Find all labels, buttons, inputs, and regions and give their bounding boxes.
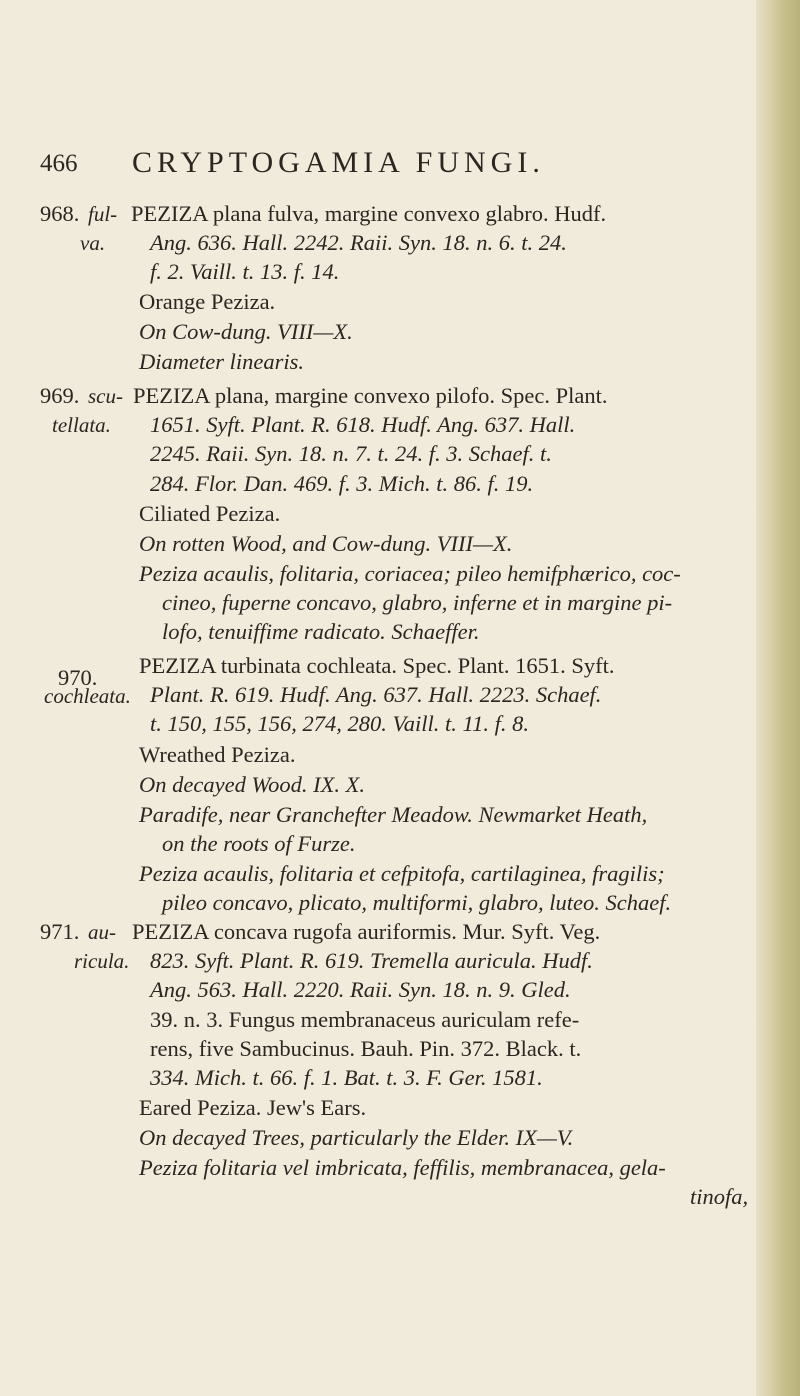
- entry-line: 39. n. 3. Fungus membranaceus auriculam refe-: [150, 1007, 580, 1032]
- entry-line: On decayed Wood. IX. X.: [139, 772, 365, 797]
- entry-line: Ang. 563. Hall. 2220. Raii. Syn. 18. n. 9. Gled.: [150, 977, 571, 1002]
- entry-line: On decayed Trees, particularly the Elder. IX—V.: [139, 1125, 574, 1150]
- entry-line: 284. Flor. Dan. 469. f. 3. Mich. t. 86. f. 19.: [150, 471, 534, 496]
- entry-number: 969.: [40, 383, 80, 408]
- running-title: CRYPTOGAMIA FUNGI.: [132, 146, 545, 179]
- page-edge: [756, 0, 800, 1396]
- entry-line: Ang. 636. Hall. 2242. Raii. Syn. 18. n. 6. t. 24.: [150, 230, 567, 255]
- entry-line: Peziza folitaria vel imbricata, feffilis, membranacea, gela-: [139, 1155, 666, 1180]
- species-margin-name: au-: [88, 920, 116, 944]
- species-margin-name: scu-: [88, 384, 123, 408]
- entry-line: tinofa,: [690, 1184, 749, 1209]
- entry-line: cineo, fuperne concavo, glabro, inferne et in margine pi-: [162, 590, 673, 615]
- entry-line: rens, five Sambucinus. Bauh. Pin. 372. Black. t.: [150, 1036, 582, 1061]
- entry-line: Paradife, near Granchefter Meadow. Newmarket Heath,: [139, 802, 648, 827]
- entry-line: 1651. Syft. Plant. R. 618. Hudf. Ang. 637. Hall.: [150, 412, 576, 437]
- entry-line: Wreathed Peziza.: [139, 742, 296, 767]
- species-margin-name: tellata.: [52, 413, 111, 437]
- species-margin-name: ricula.: [74, 949, 130, 973]
- entry-line: t. 150, 155, 156, 274, 280. Vaill. t. 11. f. 8.: [150, 711, 529, 736]
- entry-line: 334. Mich. t. 66. f. 1. Bat. t. 3. F. Ger. 1581.: [150, 1065, 543, 1090]
- entry-line: lofo, tenuiffime radicato. Schaeffer.: [162, 619, 480, 644]
- entry-number: 970.: [58, 665, 98, 690]
- entry-number: 968.: [40, 201, 80, 226]
- entry-line: Plant. R. 619. Hudf. Ang. 637. Hall. 2223. Schaef.: [150, 682, 602, 707]
- entry-line: On rotten Wood, and Cow-dung. VIII—X.: [139, 531, 513, 556]
- species-margin-name: va.: [80, 231, 106, 255]
- entry-line: pileo concavo, plicato, multiformi, glabro, luteo. Schaef.: [162, 890, 672, 915]
- entry-line: Diameter linearis.: [139, 349, 304, 374]
- entry-line: 823. Syft. Plant. R. 619. Tremella auricula. Hudf.: [150, 948, 593, 973]
- entry-line: Eared Peziza. Jew's Ears.: [139, 1095, 367, 1120]
- entry-line: Orange Peziza.: [139, 289, 276, 314]
- entry-line: Ciliated Peziza.: [139, 501, 281, 526]
- entry-line: f. 2. Vaill. t. 13. f. 14.: [150, 259, 340, 284]
- page-number: 466: [40, 150, 78, 177]
- entry-line: PEZIZA turbinata cochleata. Spec. Plant. 1651. Syft.: [139, 653, 615, 678]
- entry-line: On Cow-dung. VIII—X.: [139, 319, 353, 344]
- entry-number: 971.: [40, 919, 80, 944]
- species-margin-name: cochleata.: [44, 684, 131, 708]
- entry-line: on the roots of Furze.: [162, 831, 356, 856]
- entry-line: PEZIZA concava rugofa auriformis. Mur. Syft. Veg.: [132, 919, 601, 944]
- entry-line: PEZIZA plana, margine convexo pilofo. Spec. Plant.: [133, 383, 608, 408]
- entry-line: Peziza acaulis, folitaria et cefpitofa, cartilaginea, fragilis;: [139, 861, 665, 886]
- species-margin-name: ful-: [88, 202, 118, 226]
- entry-line: Peziza acaulis, folitaria, coriacea; pileo hemifphærico, coc-: [139, 561, 681, 586]
- entry-line: PEZIZA plana fulva, margine convexo glabro. Hudf.: [131, 201, 607, 226]
- entry-line: 2245. Raii. Syn. 18. n. 7. t. 24. f. 3. Schaef. t.: [150, 441, 552, 466]
- page-header: [40, 146, 760, 186]
